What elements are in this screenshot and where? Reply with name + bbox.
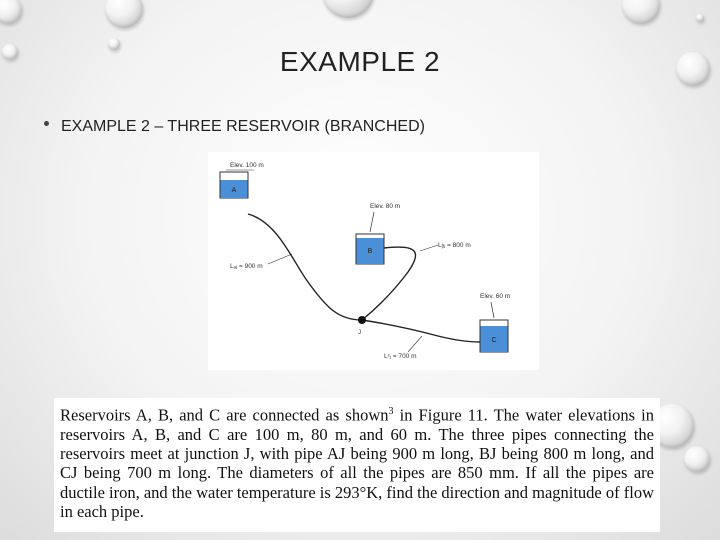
length-cj-label: Lᶜⱼ = 700 m xyxy=(384,353,417,360)
water-drop-decoration xyxy=(696,14,704,22)
problem-text-part1: Reservoirs A, B, and C are connected as shown xyxy=(60,405,389,425)
water-drop-decoration xyxy=(622,0,660,24)
water-drop-decoration xyxy=(322,0,374,18)
bullet-item xyxy=(44,118,425,136)
length-bj-leader xyxy=(420,245,438,251)
pipe-cj xyxy=(362,320,480,342)
length-aj-leader xyxy=(268,254,292,264)
reservoir-b-label: B xyxy=(367,248,373,255)
junction-j-label: J xyxy=(358,330,361,336)
water-drop-decoration xyxy=(684,446,710,472)
footnote-marker: 3 xyxy=(388,406,394,417)
problem-text-part2: in Figure 11. The water elevations in reservoirs A, B, and C are 100 m, 80 m, and 60 m. The three pipes connecting the reservoirs meet at junction J, with pipe AJ being 900 m long, BJ being 800 m long, and CJ being 700 m long. The diameters of all the pipes are 850 mm. If all the pipes are ductile iron, and the water temperature is 293°K, find the direction and magnitude of flow in each pipe. xyxy=(60,405,654,521)
elev-b-label: Elev. 80 m xyxy=(370,203,401,210)
reservoir-a-label: A xyxy=(231,187,237,194)
water-drop-decoration xyxy=(0,0,22,24)
problem-statement xyxy=(54,398,660,532)
elev-a-label: Elev. 100 m xyxy=(230,162,264,169)
reservoir-diagram xyxy=(208,152,539,370)
bullet-dot-icon xyxy=(44,121,49,126)
water-drop-decoration xyxy=(105,0,143,28)
elev-c-leader xyxy=(491,302,494,318)
pipe-aj xyxy=(248,214,362,320)
elev-b-leader xyxy=(370,212,374,232)
length-bj-label: Lᵦⱼ = 800 m xyxy=(438,242,471,249)
bullet-text: EXAMPLE 2 – THREE RESERVOIR (BRANCHED) xyxy=(61,118,425,135)
problem-text xyxy=(60,402,654,521)
length-cj-leader xyxy=(408,336,422,352)
junction-j xyxy=(358,316,366,324)
length-aj-label: Lₐⱼ = 900 m xyxy=(230,263,263,270)
slide-title: EXAMPLE 2 xyxy=(279,46,441,77)
elev-c-label: Elev. 60 m xyxy=(480,293,511,300)
reservoir-c-label: C xyxy=(491,337,497,344)
reservoir-diagram-svg xyxy=(208,152,539,370)
